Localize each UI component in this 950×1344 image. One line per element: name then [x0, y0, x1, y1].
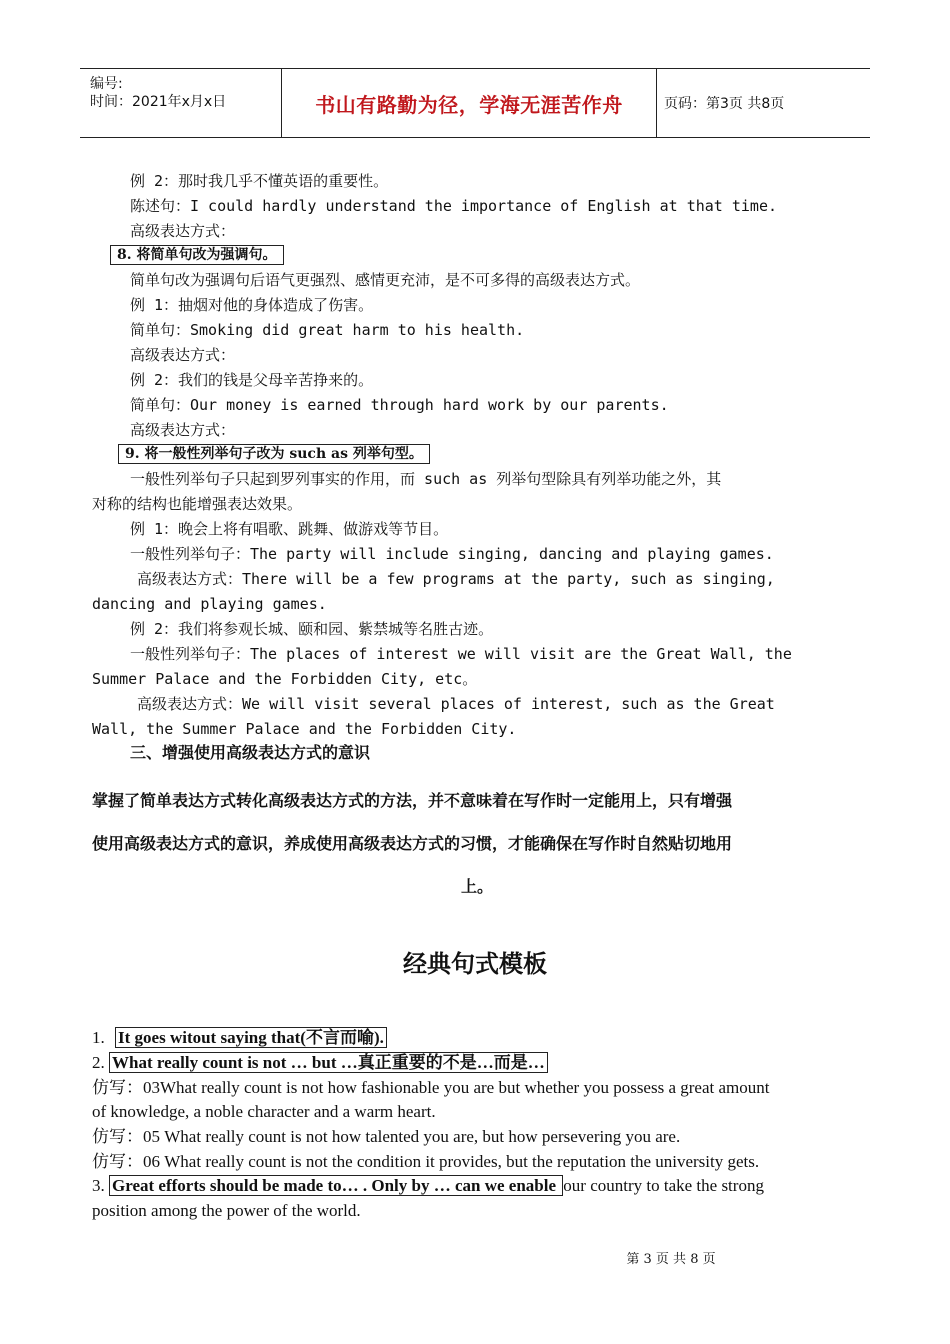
header-meta: [80, 69, 280, 137]
advanced-line: 高级表达方式：There will be a few programs at the party, such as singing,: [137, 570, 775, 588]
item-3-pattern: Great efforts should be made to… . Only by … can we enable: [109, 1175, 563, 1196]
section-3-heading: 三、增强使用高级表达方式的意识: [130, 743, 371, 762]
text-line: 对称的结构也能增强表达效果。: [92, 495, 303, 513]
section-title: 经典句式模板: [403, 950, 547, 978]
item-number: 3.: [92, 1176, 105, 1195]
template-item-3: [92, 1176, 764, 1196]
text-line: 简单句改为强调句后语气更强烈、感情更充沛，是不可多得的高级表达方式。: [130, 271, 641, 289]
advanced-line: 高级表达方式：We will visit several places of interest, such as the Great: [137, 695, 775, 713]
list-sentence-line: 一般性列举句子：The party will include singing, dancing and playing games.: [130, 545, 774, 563]
page-footer: [0, 1248, 950, 1267]
motto-text: 书山有路勤为径，学海无涯苦作舟: [315, 92, 623, 117]
simple-sentence-line: 简单句：Our money is earned through hard work by our parents.: [130, 396, 669, 414]
advanced-label: 高级表达方式：: [130, 222, 236, 240]
footer-page-number: 第 3 页 共 8 页: [626, 1252, 716, 1267]
simple-sentence-line: 简单句：Smoking did great harm to his health.: [130, 321, 525, 339]
imitation-line: 仿写：05 What really count is not how talented you are, but how persevering you are.: [92, 1127, 681, 1146]
advanced-label: 高级表达方式：: [130, 421, 236, 439]
advanced-line-cont: dancing and playing games.: [92, 595, 327, 613]
statement-line: 陈述句：I could hardly understand the importance of English at that time.: [130, 197, 777, 215]
imitation-line: 仿写：06 What really count is not the condition it provides, but the reputation the university gets.: [92, 1152, 760, 1171]
example-line: 例 1：抽烟对他的身体造成了伤害。: [130, 296, 374, 314]
paragraph-line: 使用高级表达方式的意识，养成使用高级表达方式的习惯，才能确保在写作时自然贴切地用: [92, 834, 733, 853]
text-line: 一般性列举句子只起到罗列事实的作用，而 such as 列举句型除具有列举功能之外，其: [130, 470, 722, 488]
paragraph-line: 掌握了简单表达方式转化高级表达方式的方法，并不意味着在写作时一定能用上，只有增强: [92, 791, 733, 810]
template-item-3-cont: position among the power of the world.: [92, 1201, 361, 1220]
section-8-heading: 8. 将简单句改为强调句。: [110, 245, 284, 265]
item-1-pattern: It goes witout saying that(不言而喻).: [115, 1027, 387, 1048]
template-item-1: [92, 1028, 387, 1048]
item-number: 1.: [92, 1028, 105, 1047]
example-line: 例 2：那时我几乎不懂英语的重要性。: [130, 172, 389, 190]
page-header: [80, 68, 870, 138]
list-sentence-cont: Summer Palace and the Forbidden City, etc。: [92, 670, 478, 688]
code-label: 编号:: [90, 76, 123, 92]
header-page: [656, 69, 870, 137]
imitation-line-cont: of knowledge, a noble character and a warm heart.: [92, 1102, 436, 1121]
example-line: 例 1：晚会上将有唱歌、跳舞、做游戏等节目。: [130, 520, 449, 538]
advanced-label: 高级表达方式：: [130, 346, 236, 364]
example-line: 例 2：我们将参观长城、颐和园、紫禁城等名胜古迹。: [130, 620, 494, 638]
time-label: 时间：2021年x月x日: [90, 94, 227, 110]
header-motto: [281, 69, 657, 137]
example-line: 例 2：我们的钱是父母辛苦挣来的。: [130, 371, 374, 389]
section-9-heading: 9. 将一般性列举句子改为 such as 列举句型。: [118, 444, 430, 464]
paragraph-line: 上。: [460, 877, 493, 896]
item-2-pattern: What really count is not … but …真正重要的不是…而是…: [109, 1052, 548, 1073]
item-number: 2.: [92, 1053, 105, 1072]
template-item-2: [92, 1053, 548, 1073]
imitation-line: 仿写：03What really count is not how fashionable you are but whether you possess a great amount: [92, 1078, 770, 1097]
list-sentence-line: 一般性列举句子：The places of interest we will visit are the Great Wall, the: [130, 645, 792, 663]
item-3-rest: our country to take the strong: [563, 1176, 764, 1195]
advanced-line-cont: Wall, the Summer Palace and the Forbidden City.: [92, 720, 517, 738]
page-label: 页码：第3页 共8页: [664, 96, 785, 112]
